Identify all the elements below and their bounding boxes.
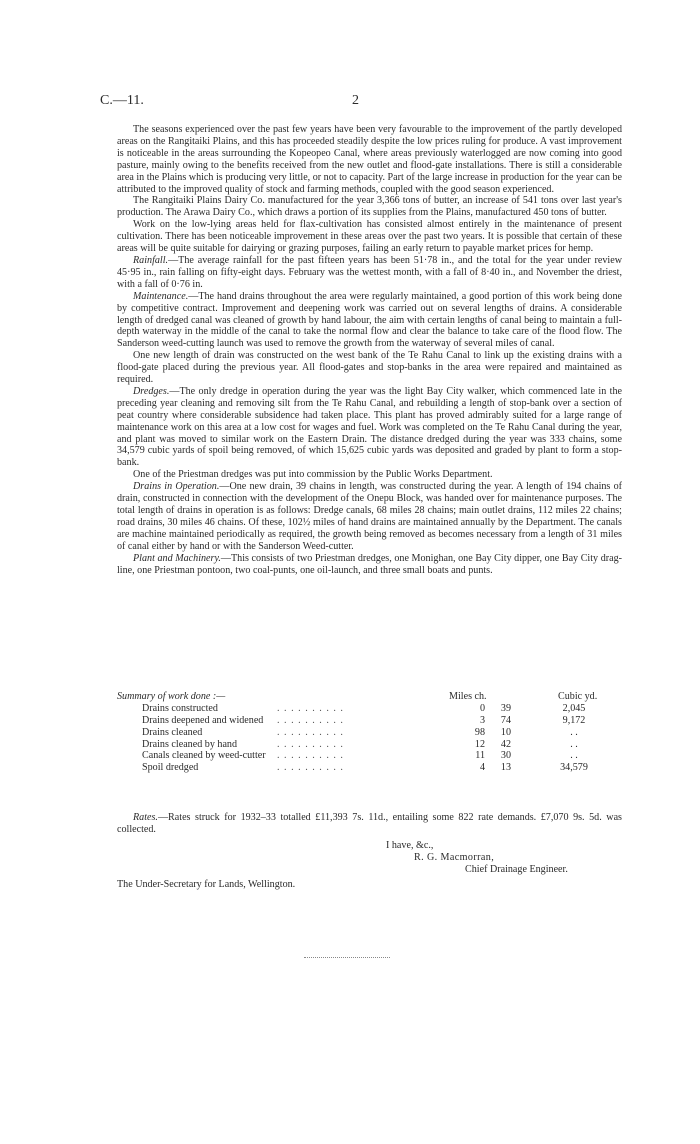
table-row: Drains constructed . . . . . . . . . . 0 39 2,045: [142, 702, 586, 714]
document-reference: C.—11.: [100, 93, 144, 108]
paragraph-rainfall: Rainfall.—The average rainfall for the past fifteen years has been 51·78 in., and the total for the year under review 45·95 in., rain falling on fifty-eight days. February was the wettest month, with a fall of 8·40 in., and November the driest, with a fall of 0·76 in.: [117, 254, 622, 290]
column-header-miles: Miles ch.: [449, 691, 487, 702]
dredges-heading: Dredges.: [133, 385, 170, 397]
paragraph-seasons: The seasons experienced over the past few years have been very favourable to the improvement of the partly developed areas on the Rangitaiki Plains, and this has proceeded steadily despite the low prices ruling for produce. A vast improvement is noticeable in the areas surrounding the Kopeopeo Canal, where areas previously waterlogged are now coming into good pasture, mainly owing to the benefits received from the new outlet and flood-gate installations. There is still a considerable area in the Plains which is producing very little, or not to capacity. Part of the large increase in production for the year can be attributed to the improved quality of stock and farming methods, coupled with the good season experienced.: [117, 124, 622, 195]
signature-title: Chief Drainage Engineer.: [465, 864, 568, 875]
rates-heading: Rates.: [133, 812, 158, 823]
addressee: The Under-Secretary for Lands, Wellington.: [117, 879, 296, 890]
summary-header-row: [117, 691, 622, 703]
maintenance-heading: Maintenance.: [133, 290, 189, 302]
page-number: 2: [352, 93, 359, 108]
page-header: [100, 93, 620, 111]
paragraph-dredges: Dredges.—The only dredge in operation during the year was the light Bay City walker, which commenced late in the preceding year cleaning and removing silt from the Te Rahu Canal, and rebuilding a length of stop-bank over a section of peat country where considerable subsidence had taken place. This plant has proved admirably suited for a large range of maintenance work on this area at a low cost for wages and fuel. Work was completed on the Te Rahu Canal during the year, and plant was moved to similar work on the Eastern Drain. The distance dredged during the year was 333 chains, some 34,579 cubic yards of spoil being removed, of which 15,625 cubic yards was deposited and graded by plant to form a stop-bank.: [117, 385, 622, 469]
summary-table: [117, 691, 622, 774]
paragraph-flax: Work on the low-lying areas held for flax-cultivation has consisted almost entirely in the maintenance of present cultivation. There has been noticeable improvement in these areas over the past two years. It is possible that certain of these areas will be quite suitable for dairying or grazing purposes, failing an early return to payable market prices for hemp.: [117, 219, 622, 255]
table-row: Drains cleaned . . . . . . . . . . 98 10 . .: [142, 726, 578, 738]
paragraph-plant-machinery: Plant and Machinery.—This consists of two Priestman dredges, one Monighan, one Bay City dipper, one Bay City drag-line, one Priestman pontoon, two coal-punts, one oil-launch, and three small boats and punts.: [117, 552, 622, 576]
plant-machinery-heading: Plant and Machinery.: [133, 552, 221, 564]
paragraph-drains-operation: Drains in Operation.—One new drain, 39 chains in length, was constructed during the year. A length of 194 chains of drain, constructed in connection with the development of the Onepu Block, was handed over for maintenance purposes. The total length of drains in operation is as follows: Dredge canals, 68 miles 28 chains; main outlet drains, 112 miles 22 chains; road drains, 30 miles 46 chains. Of these, 102½ miles of hand drains are maintained annually by the Department. The canals are machine maintained periodically as required, the growth being removed as becomes necessary from a length of 31 miles of canal either by hand or with the Sanderson Weed-cutter.: [117, 481, 622, 552]
paragraph-new-drain: One new length of drain was constructed on the west bank of the Te Rahu Canal to link up the existing drains with a flood-gate placed during the previous year. All flood-gates and stop-banks in the area were repaired and maintained as required.: [117, 350, 622, 386]
table-row: Spoil dredged . . . . . . . . . . 4 13 34,579: [142, 762, 588, 774]
paragraph-maintenance: Maintenance.—The hand drains throughout the area were regularly maintained, a good portion of this work being done by competitive contract. Improvement and deepening work was carried out on several lengths of drains. A considerable length of dredged canal was cleaned of growth by hand labour, the aim with certain lengths of canal being to maintain a full-depth waterway in the middle of the canal to take the normal flow and clear the balance to take care of the flood flow. The Sanderson weed-cutting launch was used to remove the growth from the waterway of several miles of canal.: [117, 290, 622, 350]
paragraph-dairy: The Rangitaiki Plains Dairy Co. manufactured for the year 3,366 tons of butter, an increase of 541 tons over last year's production. The Arawa Dairy Co., which draws a portion of its supplies from the Plains, manufactured 450 tons of butter.: [117, 195, 622, 219]
table-row: Drains deepened and widened . . . . . . . . . . 3 74 9,172: [142, 714, 586, 726]
drains-operation-heading: Drains in Operation.: [133, 481, 220, 493]
summary-title: Summary of work done :—: [117, 691, 226, 702]
rainfall-heading: Rainfall.: [133, 254, 169, 266]
rates-paragraph: Rates.—Rates struck for 1932–33 totalled £11,393 7s. 11d., entailing some 822 rate demands. £7,070 9s. 5d. was collected.: [117, 812, 622, 835]
table-row: Canals cleaned by weed-cutter . . . . . . . . . . 11 30 . .: [142, 750, 578, 762]
table-row: Drains cleaned by hand . . . . . . . . . . 12 42 . .: [142, 738, 578, 750]
signature-salutation: I have, &c.,: [386, 840, 434, 851]
paragraph-priestman: One of the Priestman dredges was put into commission by the Public Works Department.: [133, 469, 493, 481]
column-header-cubic: Cubic yd.: [558, 691, 598, 702]
signature-name: R. G. Macmorran,: [414, 852, 495, 863]
divider-rule: [304, 957, 390, 958]
report-body: [117, 124, 622, 576]
